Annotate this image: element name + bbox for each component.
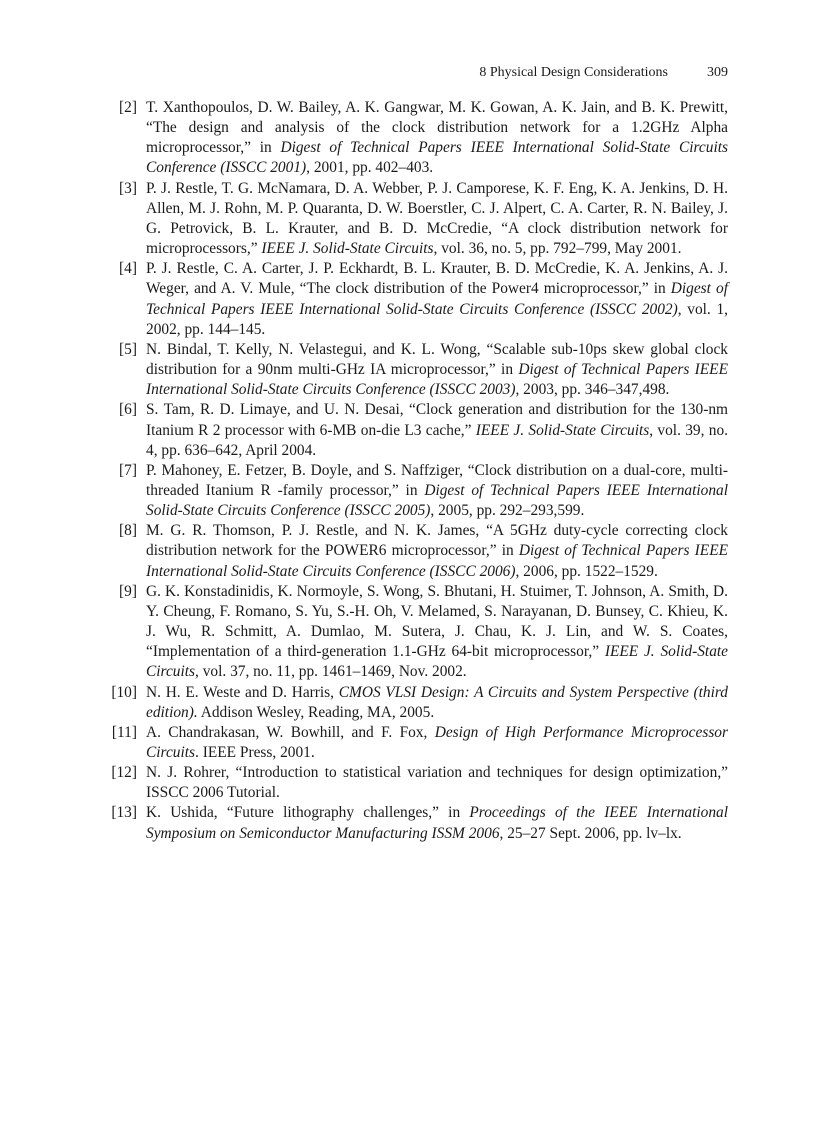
reference-italic-segment: IEEE J. Solid-State Circuits <box>261 240 434 258</box>
reference-text-segment: , vol. 1, 2002, pp. 144–145. <box>146 300 728 338</box>
reference-text-segment: A. Chandrakasan, W. Bowhill, and F. Fox, <box>146 723 435 741</box>
reference-text-segment: N. J. Rohrer, “Introduction to statistical variation and techniques for design optimization,” ISSCC 2006 Tutorial. <box>146 764 728 802</box>
reference-entry <box>100 340 728 400</box>
reference-italic-segment: Design of High Performance Microprocessor Circuits <box>146 723 728 761</box>
reference-text-segment: , 2006, pp. 1522–1529. <box>515 562 658 580</box>
reference-text-segment: , vol. 39, no. 4, pp. 636–642, April 2004. <box>146 421 728 459</box>
reference-entry <box>100 582 728 683</box>
reference-text <box>146 179 728 260</box>
reference-text-segment: , 2003, pp. 346–347,498. <box>515 381 670 399</box>
page-number: 309 <box>707 65 728 80</box>
reference-entry <box>100 683 728 723</box>
reference-number: [7] <box>119 461 137 479</box>
reference-text <box>146 582 728 683</box>
reference-text <box>146 683 728 723</box>
reference-text-segment: G. K. Konstadinidis, K. Normoyle, S. Wong, S. Bhutani, H. Stuimer, T. Johnson, A. Smith, D. Y. Cheung, F. Romano, S. Yu, S.-H. Oh, V. Melamed, S. Narayanan, D. Bunsey, C. Khieu, K. J. Wu, R. Schmitt, A. Dumlao, M. Sutera, J. Chau, K. J. Lin, and W. S. Coates, “Implementation of a third-generation 1.1-GHz 64-bit microprocessor,” <box>146 582 728 661</box>
reference-entry <box>100 98 728 179</box>
reference-number: [10] <box>111 683 137 701</box>
reference-number: [11] <box>111 723 137 741</box>
reference-number: [13] <box>111 804 137 822</box>
running-header <box>100 62 728 84</box>
reference-text-segment: P. J. Restle, C. A. Carter, J. P. Eckhardt, B. L. Krauter, B. D. McCredie, K. A. Jenkins, A. J. Weger, and A. V. Mule, “The clock distribution of the Power4 microprocessor,” in <box>146 260 728 298</box>
reference-entry <box>100 259 728 340</box>
reference-number: [12] <box>111 764 137 782</box>
reference-entry <box>100 763 728 803</box>
reference-text-segment: Addison Wesley, Reading, MA, 2005. <box>197 703 435 721</box>
reference-italic-segment: Digest of Technical Papers IEEE International Solid-State Circuits Conference (ISSCC 2003) <box>146 361 728 399</box>
reference-entry <box>100 179 728 260</box>
reference-text <box>146 461 728 521</box>
reference-text-segment: . IEEE Press, 2001. <box>195 744 315 761</box>
reference-text-segment: N. Bindal, T. Kelly, N. Velastegui, and K. L. Wong, “Scalable sub-10ps skew global clock distribution for a 90nm multi-GHz IA microprocessor,” in <box>146 340 728 379</box>
reference-text-segment: P. J. Restle, T. G. McNamara, D. A. Webber, P. J. Camporese, K. F. Eng, K. A. Jenkins, D. H. Allen, M. J. Rohn, M. P. Quaranta, D. W. Boerstler, C. J. Alpert, C. A. Carter, R. N. Bailey, J. G. Petrovick, B. L. Krauter, and B. D. McCredie, “A clock distribution network for microprocessors,” <box>146 179 728 258</box>
reference-entry <box>100 400 728 460</box>
reference-number: [2] <box>119 99 137 116</box>
reference-text-segment: , 2005, pp. 292–293,599. <box>430 502 585 520</box>
reference-number: [8] <box>119 522 137 540</box>
reference-number: [6] <box>119 401 137 419</box>
reference-text <box>146 259 728 340</box>
reference-text-segment: N. H. E. Weste and D. Harris, <box>146 683 339 701</box>
reference-entry <box>100 723 728 763</box>
reference-number: [9] <box>119 582 137 600</box>
reference-number: [5] <box>119 340 137 358</box>
chapter-title: 8 Physical Design Considerations <box>479 65 668 80</box>
reference-text-segment: S. Tam, R. D. Limaye, and U. N. Desai, “Clock generation and distribution for the 130-nm Itanium R 2 processor with 6-MB on-die L3 cache,” <box>146 401 728 439</box>
reference-entry <box>100 521 728 581</box>
reference-text <box>146 521 728 581</box>
reference-entry <box>100 461 728 521</box>
reference-entry <box>100 803 728 843</box>
reference-text-segment: P. Mahoney, E. Fetzer, B. Doyle, and S. Naffziger, “Clock distribution on a dual-core, multi-threaded Itanium R -family processor,” in <box>146 461 728 499</box>
reference-text-segment: , vol. 37, no. 11, pp. 1461–1469, Nov. 2002. <box>195 663 467 681</box>
reference-italic-segment: CMOS VLSI Design: A Circuits and System Perspective (third edition). <box>146 683 728 721</box>
reference-italic-segment: Digest of Technical Papers IEEE International Solid-State Circuits Conference (ISSCC 2006) <box>146 542 728 580</box>
reference-text <box>146 340 728 400</box>
reference-italic-segment: Proceedings of the IEEE International Symposium on Semiconductor Manufacturing ISSM 2006 <box>146 804 729 842</box>
reference-text <box>146 803 728 843</box>
reference-list <box>100 98 728 844</box>
reference-text-segment: T. Xanthopoulos, D. W. Bailey, A. K. Gangwar, M. K. Gowan, A. K. Jain, and B. K. Prewitt, “The design and analysis of the clock distribution network for a 1.2GHz Alpha microprocessor,” in <box>146 99 728 157</box>
reference-number: [3] <box>119 179 137 197</box>
reference-italic-segment: IEEE J. Solid-State Circuits <box>146 643 728 681</box>
reference-text-segment: K. Ushida, “Future lithography challenges,” in <box>146 804 470 822</box>
reference-text <box>146 763 728 803</box>
reference-text-segment: M. G. R. Thomson, P. J. Restle, and N. K. James, “A 5GHz duty-cycle correcting clock distribution network for the POWER6 microprocessor,” in <box>146 522 728 560</box>
reference-italic-segment: Digest of Technical Papers IEEE International Solid-State Circuits Conference (ISSCC 2005) <box>146 481 728 520</box>
reference-text-segment: , 25–27 Sept. 2006, pp. lv–lx. <box>499 824 682 842</box>
reference-italic-segment: Digest of Technical Papers IEEE International Solid-State Circuits Conference (ISSCC 2002) <box>146 280 728 318</box>
reference-text <box>146 400 728 460</box>
reference-text-segment: , 2001, pp. 402–403. <box>306 159 434 177</box>
reference-text-segment: , vol. 36, no. 5, pp. 792–799, May 2001. <box>433 240 682 258</box>
reference-number: [4] <box>119 260 137 278</box>
reference-text <box>146 723 728 763</box>
reference-text <box>146 98 728 179</box>
reference-italic-segment: Digest of Technical Papers IEEE International Solid-State Circuits Conference (ISSCC 2001) <box>146 139 728 177</box>
reference-italic-segment: IEEE J. Solid-State Circuits <box>475 421 650 439</box>
